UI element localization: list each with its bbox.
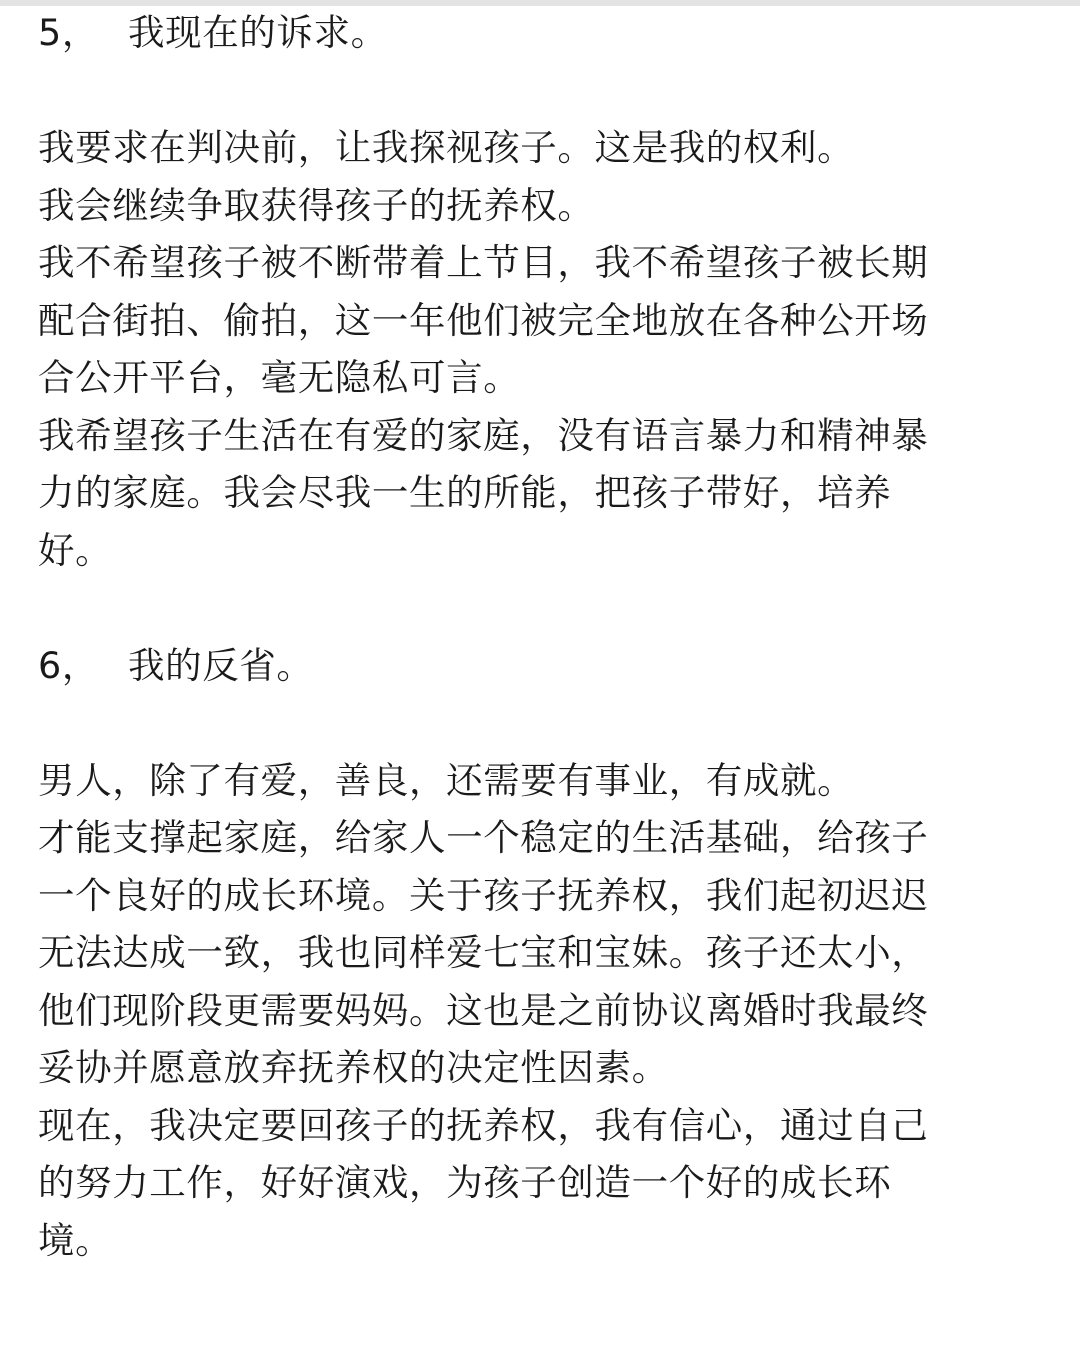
paragraph-line: 力的家庭。我会尽我一生的所能，把孩子带好，培养 <box>38 471 892 514</box>
spacer <box>38 694 1048 752</box>
spacer <box>38 579 1048 637</box>
paragraph-line: 我要求在判决前，让我探视孩子。这是我的权利。 <box>38 126 855 169</box>
document-body <box>38 4 1048 1269</box>
paragraph-line: 配合街拍、偷拍，这一年他们被完全地放在各种公开场 <box>38 298 929 342</box>
paragraph-line: 境。 <box>38 1218 113 1262</box>
section-5-number: 5， <box>38 11 99 54</box>
paragraph-line: 现在，我决定要回孩子的抚养权，我有信心，通过自己 <box>38 1103 929 1147</box>
section-5-title: 我现在的诉求。 <box>128 11 388 54</box>
paragraph-line: 他们现阶段更需要妈妈。这也是之前协议离婚时我最终 <box>38 988 929 1032</box>
paragraph-line: 好。 <box>38 528 113 572</box>
paragraph-line: 妥协并愿意放弃抚养权的决定性因素。 <box>38 1046 669 1089</box>
paragraph-line: 才能支撑起家庭，给家人一个稳定的生活基础，给孩子 <box>38 816 929 859</box>
paragraph-line: 我希望孩子生活在有爱的家庭，没有语言暴力和精神暴 <box>38 413 929 457</box>
paragraph-line: 合公开平台，毫无隐私可言。 <box>38 356 521 399</box>
section-6-title: 我的反省。 <box>128 643 314 687</box>
paragraph-line: 我不希望孩子被不断带着上节目，我不希望孩子被长期 <box>38 241 929 284</box>
section-5-heading <box>38 4 1048 62</box>
paragraph-line: 男人，除了有爱，善良，还需要有事业，有成就。 <box>38 758 855 802</box>
paragraph-line: 的努力工作，好好演戏，为孩子创造一个好的成长环 <box>38 1161 892 1204</box>
paragraph-line: 一个良好的成长环境。关于孩子抚养权，我们起初迟迟 <box>38 873 929 917</box>
section-6-heading <box>38 637 1048 695</box>
paragraph-line: 我会继续争取获得孩子的抚养权。 <box>38 183 595 227</box>
paragraph-line: 无法达成一致，我也同样爱七宝和宝妹。孩子还太小， <box>38 931 929 974</box>
section-6-number: 6， <box>38 643 99 687</box>
spacer <box>38 62 1048 120</box>
